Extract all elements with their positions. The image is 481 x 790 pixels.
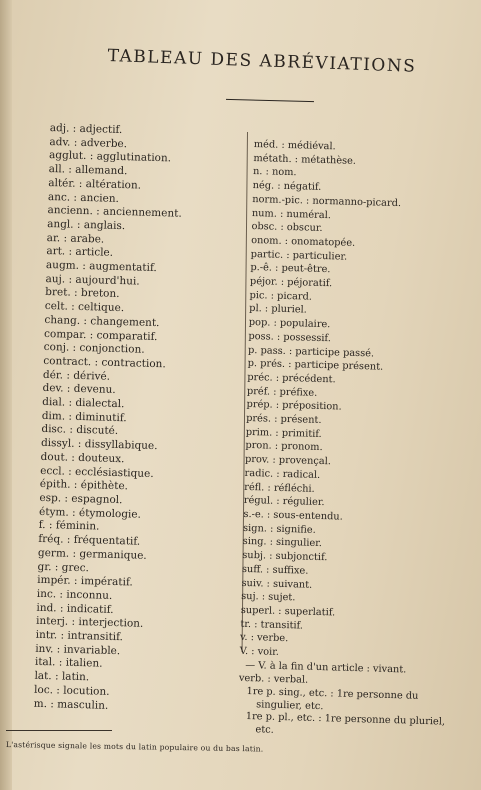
abbreviation-entry: art. : article.: [46, 245, 114, 260]
abbreviation-entry: radic. : radical.: [244, 467, 321, 481]
abbreviation-entry: p.-ê. : peut-être.: [250, 262, 331, 276]
abbreviation-entry: — V. à la fin d'un article : vivant.: [245, 659, 407, 676]
abbreviation-entry: péjor. : péjoratif.: [249, 275, 333, 290]
abbreviation-entry: norm.-pic. : normanno-picard.: [252, 193, 402, 209]
abbreviation-entry: intr. : intransitif.: [35, 628, 124, 644]
abbreviation-entry: pic. : picard.: [249, 289, 313, 303]
abbreviation-entry: f. : féminin.: [38, 519, 100, 533]
abbreviation-entry: régul. : régulier.: [243, 495, 325, 509]
abbreviation-entry: adj. : adjectif.: [49, 122, 123, 137]
abbreviation-entry: disc. : discuté.: [41, 423, 119, 438]
abbreviation-entry: auj. : aujourd'hui.: [45, 272, 140, 288]
abbreviation-entry: V. : voir.: [239, 645, 280, 658]
abbreviation-entry: inv. : invariable.: [35, 642, 121, 657]
abbreviation-entry: celt. : celtique.: [44, 300, 125, 315]
abbreviation-entry: prim. : primitif.: [245, 426, 322, 440]
abbreviation-entry: suff. : suffixe.: [241, 563, 309, 577]
page-title: TABLEAU DES ABRÉVIATIONS: [107, 46, 417, 77]
abbreviation-entry: nég. : négatif.: [252, 180, 322, 194]
abbreviation-entry: prov. : provençal.: [244, 454, 332, 468]
abbreviation-entry: étym. : étymologie.: [38, 505, 142, 521]
abbreviation-entry: sign. : signifie.: [242, 522, 316, 536]
abbreviation-entry: esp. : espagnol.: [39, 491, 123, 507]
abbreviation-entry: épith. : épithète.: [39, 478, 129, 493]
abbreviation-entry: augm. : augmentatif.: [45, 258, 157, 275]
abbreviation-entry: v. : verbe.: [239, 632, 289, 645]
abbreviation-entry: métath. : métathèse.: [253, 152, 357, 167]
abbreviation-entry: suj. : sujet.: [241, 591, 296, 604]
abbreviation-entry: contract. : contraction.: [43, 354, 166, 371]
abbreviation-entry: p. prés. : participe présent.: [247, 358, 384, 373]
abbreviation-entry: impér. : impératif.: [37, 574, 133, 589]
abbreviation-entry: obsc. : obscur.: [251, 221, 323, 235]
abbreviation-entry: m. : masculin.: [33, 697, 109, 712]
abbreviation-entry: agglut. : agglutination.: [48, 149, 172, 165]
abbreviation-entry: ar. : arabe.: [46, 231, 105, 246]
abbreviation-entry: dial. : dialectal.: [42, 395, 125, 411]
abbreviation-entry: interj. : interjection.: [35, 615, 144, 631]
abbreviation-entry: onom. : onomatopée.: [250, 234, 356, 249]
abbreviation-entry: angl. : anglais.: [46, 217, 126, 233]
abbreviation-entry: ancienn. : anciennement.: [47, 204, 182, 220]
abbreviation-entry: altér. : altération.: [48, 176, 142, 192]
abbreviation-entry: subj. : subjonctif.: [242, 549, 328, 564]
abbreviation-entry: ind. : indicatif.: [36, 601, 114, 616]
abbreviation-entry: dev. : devenu.: [42, 382, 116, 397]
abbreviation-entry: gr. : grec.: [37, 560, 90, 574]
abbreviation-entry: partic. : particulier.: [250, 248, 348, 263]
abbreviation-entry: num. : numéral.: [251, 207, 332, 221]
abbreviation-entry: prés. : présent.: [246, 412, 322, 427]
abbreviation-entry: prép. : préposition.: [246, 399, 342, 413]
abbreviation-entry: préf. : préfixe.: [246, 385, 318, 399]
footnote: L'astérisque signale les mots du latin populaire ou du bas latin.: [5, 740, 264, 754]
abbreviation-entry: chang. : changement.: [44, 313, 160, 329]
abbreviation-entry: 1re p. pl., etc. : 1re personne du pluriel, etc.: [245, 711, 446, 736]
abbreviation-list-left: [34, 122, 185, 715]
abbreviation-entry: conj. : conjonction.: [43, 341, 145, 356]
abbreviation-entry: all. : allemand.: [48, 163, 128, 178]
abbreviation-entry: dér. : dérivé.: [42, 368, 111, 383]
abbreviation-entry: dissyl. : dissyllabique.: [40, 437, 158, 453]
abbreviation-entry: verb. : verbal.: [238, 673, 309, 687]
abbreviation-entry: loc. : locution.: [33, 683, 110, 698]
abbreviation-entry: compar. : comparatif.: [43, 327, 158, 343]
abbreviation-entry: p. pass. : participe passé.: [247, 344, 375, 359]
abbreviation-entry: poss. : possessif.: [248, 330, 332, 345]
abbreviation-entry: anc. : ancien.: [47, 190, 120, 205]
abbreviation-entry: suiv. : suivant.: [241, 577, 313, 591]
abbreviation-entry: bret. : breton.: [45, 286, 120, 301]
abbreviation-entry: s.-e. : sous-entendu.: [243, 508, 343, 523]
abbreviation-entry: eccl. : ecclésiastique.: [40, 464, 154, 480]
abbreviation-entry: superl. : superlatif.: [240, 604, 336, 619]
abbreviation-entry: dout. : douteux.: [40, 450, 125, 466]
abbreviation-entry: ital. : italien.: [34, 656, 103, 671]
page-gutter: [0, 0, 12, 790]
abbreviation-list-right: [237, 138, 481, 742]
abbreviation-entry: inc. : inconnu.: [36, 587, 113, 602]
title-underline: [226, 99, 314, 102]
abbreviation-entry: pl. : pluriel.: [249, 303, 307, 316]
footnote-rule: [6, 730, 112, 731]
abbreviation-entry: réfl. : réfléchi.: [244, 481, 315, 495]
abbreviation-entry: 1re p. sing., etc. : 1re personne du singulier, etc.: [246, 686, 419, 712]
abbreviation-entry: adv. : adverbe.: [49, 135, 128, 150]
abbreviation-entry: lat. : latin.: [34, 669, 90, 684]
abbreviation-entry: germ. : germanique.: [37, 546, 147, 562]
abbreviation-entry: n. : nom.: [252, 166, 297, 179]
abbreviation-entry: préc. : précédent.: [247, 371, 336, 386]
abbreviation-entry: méd. : médiéval.: [253, 138, 336, 153]
abbreviation-entry: pop. : populaire.: [248, 317, 331, 331]
abbreviation-entry: pron. : pronom.: [245, 440, 323, 454]
abbreviation-entry: tr. : transitif.: [240, 618, 304, 632]
abbreviation-entry: dim. : diminutif.: [41, 409, 127, 425]
abbreviation-entry: fréq. : fréquentatif.: [38, 532, 141, 548]
abbreviation-entry: sing. : singulier.: [242, 536, 323, 550]
